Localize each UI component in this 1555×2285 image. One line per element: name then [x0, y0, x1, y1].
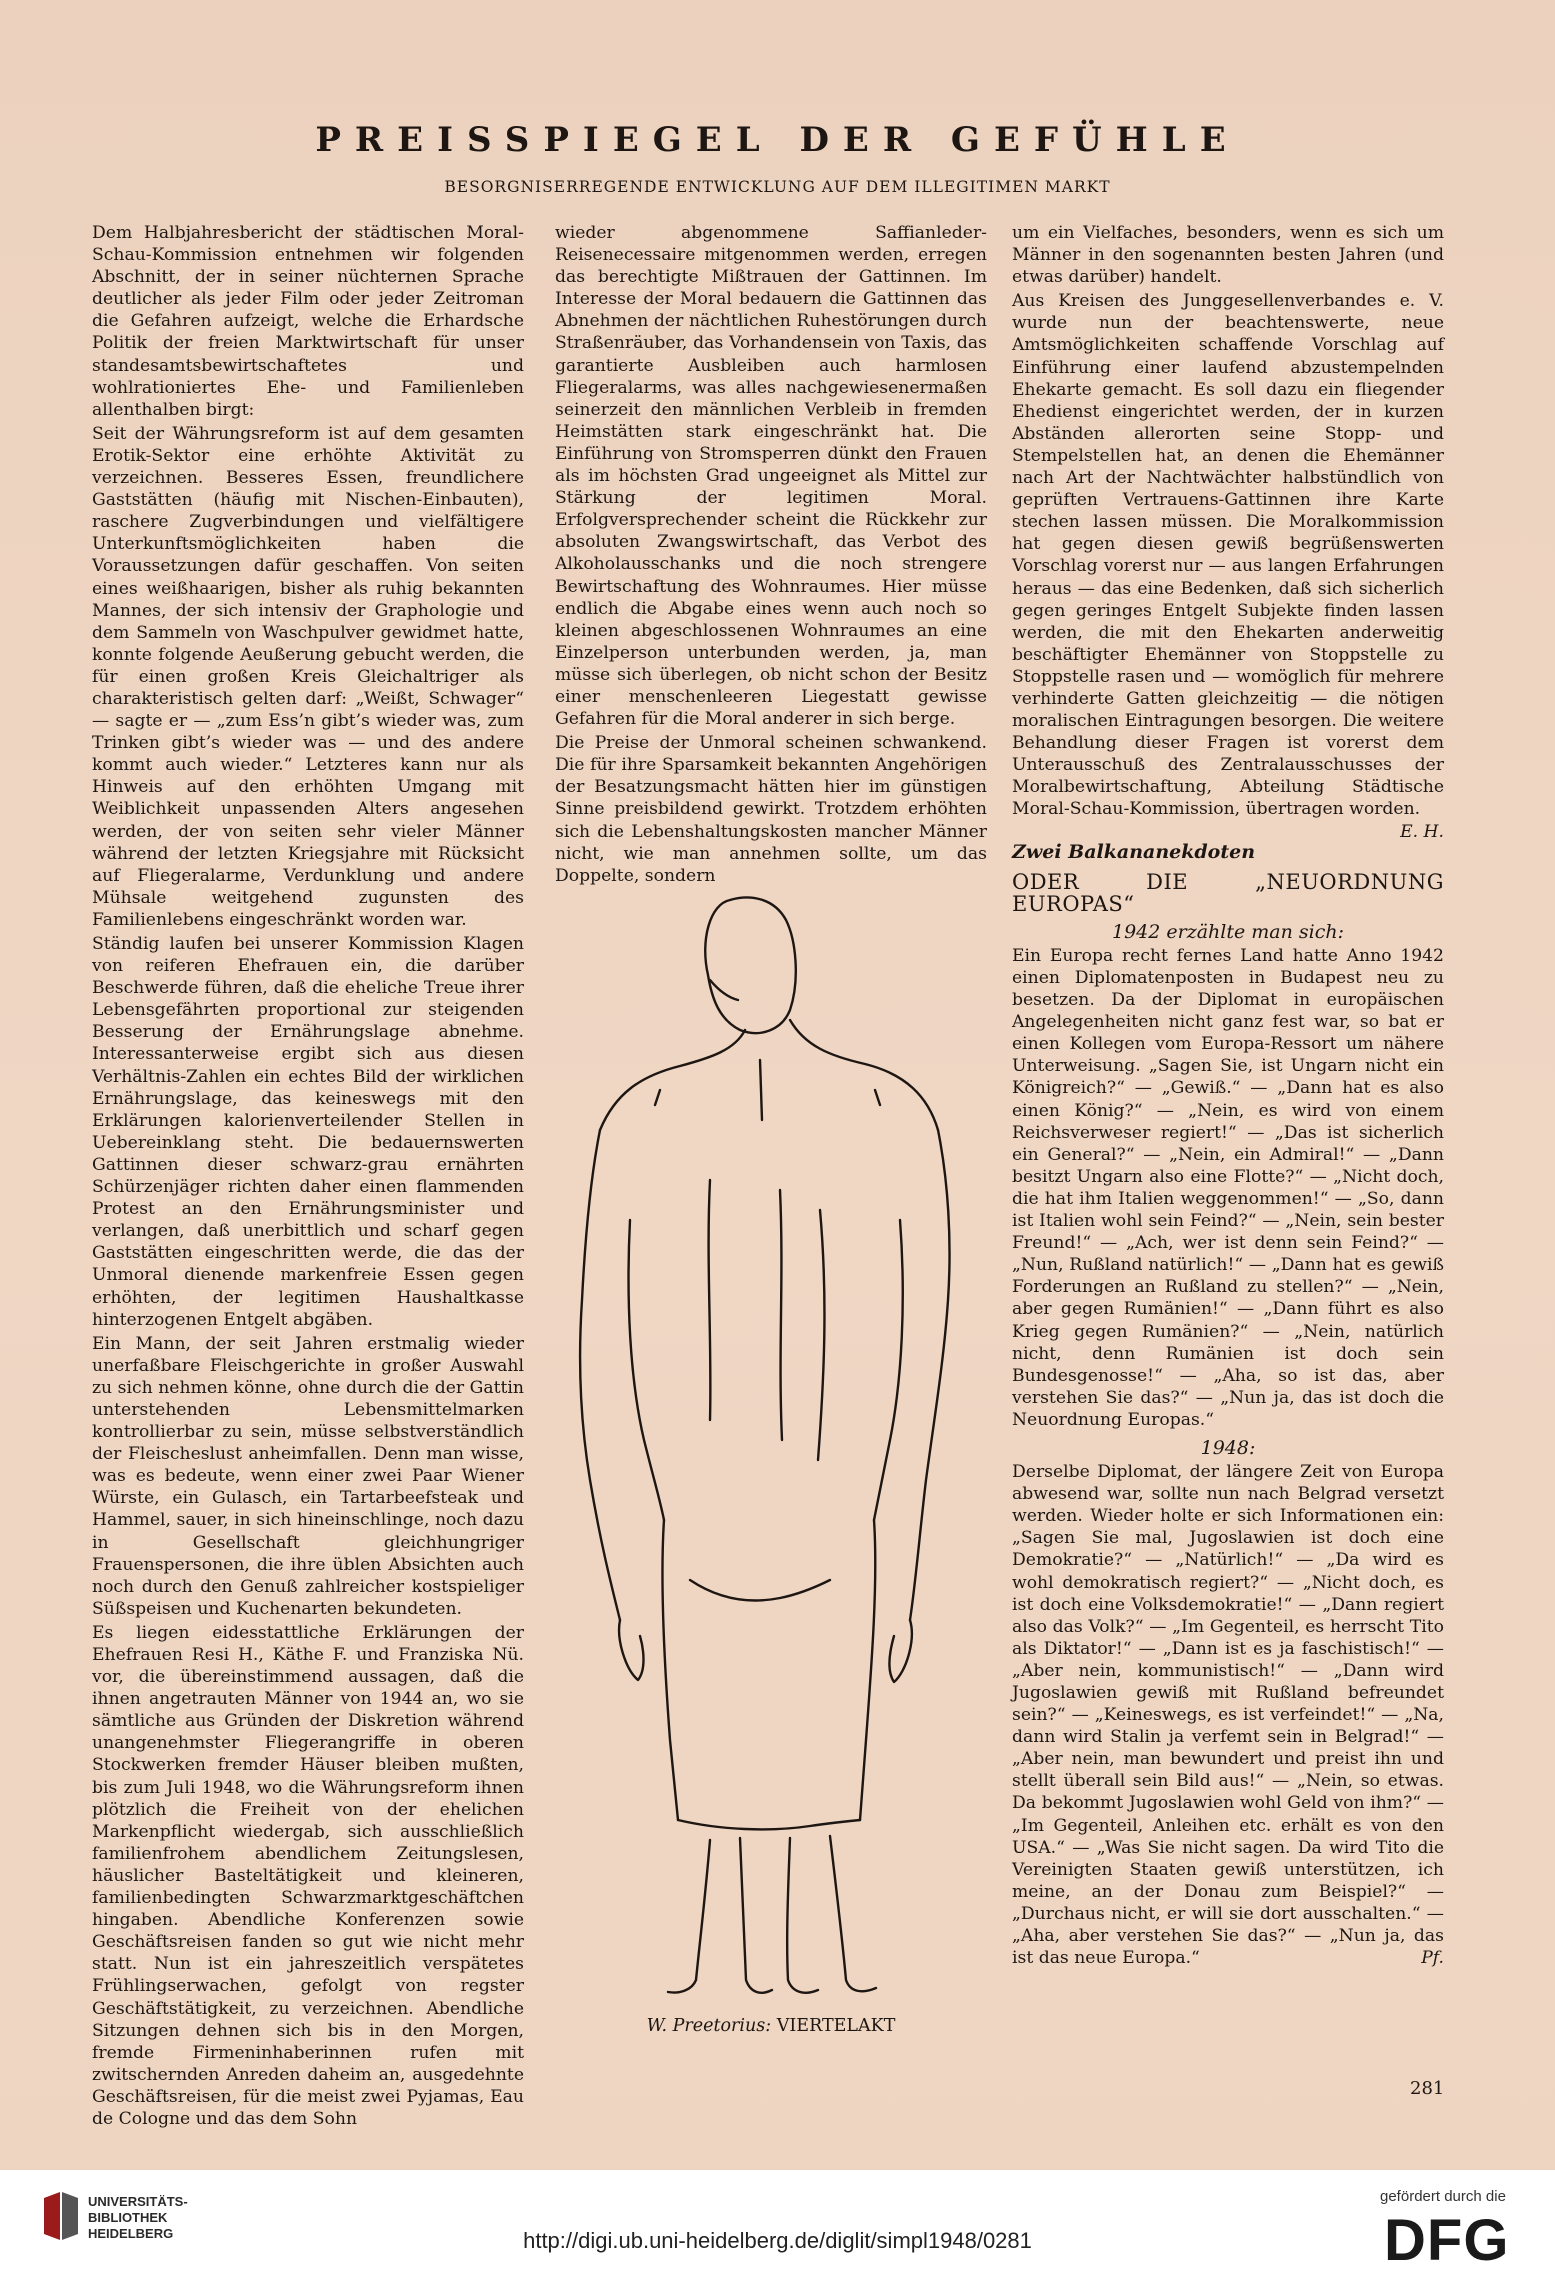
footer-bar	[0, 2170, 1555, 2285]
anecdote-1948-text: Derselbe Diplomat, der längere Zeit von Europa abwesend war, sollte nun nach Belgrad versetzt werden. Wieder holte er sich Informationen ein: „Sagen Sie mal, Jugoslawien ist doch eine Demokratie?“ — „Natürlich!“ — „Da wird es wohl demokratisch regiert?“ — „Nicht doch, es ist doch eine Volksdemokratie!“ — „Dann regiert also das Volk?“ — „Im Gegenteil, es herrscht Tito als Diktator!“ — „Dann ist es ja faschistisch!“ — „Aber nein, kommunistisch!“ — „Dann wird Jugoslawien gewiß mit Rußland befreundet sein?“ — „Keineswegs, es ist verfeindet!“ — „Na, dann wird Stalin ja verfemt sein in Belgrad!“ — „Aber nein, man bewundert und preist ihn und stellt überall sein Bild aus!“ — „Nein, so etwas. Da bekommt Jugoslawien wohl Geld von ihm?“ — „Im Gegenteil, Anleihen etc. erhält es von den USA.“ — „Was Sie nicht sagen. Da wird Tito die Vereinigten Staaten gewiß unterstützen, ich meine, an der Donau zum Beispiel?“ — „Durchaus nicht, er will sie dort ausschalten.“ — „Aha, aber verstehen Sie das?“ — „Nun ja, das ist das neue Europa.“	[1012, 1462, 1444, 1969]
paragraph: Seit der Währungsreform ist auf dem gesamten Erotik-Sektor eine erhöhte Aktivität zu verzeichnen. Besseres Essen, freundlichere Gaststätten (häufig mit Nischen-Einbauten), raschere Zugverbindungen und vielfältigere Unterkunftsmöglichkeiten haben die Voraussetzungen dafür geschaffen. Von seiten eines weißhaarigen, bisher als ruhig bekannten Mannes, der sich intensiv der Graphologie und dem Sammeln von Waschpulver gewidmet hatte, konnte folgende Aeußerung gebucht werden, die für einen großen Kreis Gleichaltriger als charakteristisch gelten darf: „Weißt, Schwager“ — sagte er — „zum Ess’n gibt’s wieder was, zum Trinken gibt’s wieder was — und des andere kommt auch wieder.“ Letzteres kann nur als Hinweis auf den erhöhten Umgang mit Weiblichkeit unpassenden Alters angesehen werden, der von seiten sehr vieler Männer während der letzten Kriegsjahre mit Rücksicht auf Fliegeralarme, Verdunklung und andere Mühsale weitgehend zugunsten des Familienlebens eingeschränkt worden war.	[92, 423, 524, 930]
section-title: Zwei Balkananekdoten	[1012, 840, 1256, 863]
paragraph: Ein Mann, der seit Jahren erstmalig wieder unerfaßbare Fleischgerichte in großer Auswahl zu sich nehmen könne, ohne durch die der Gattin unterstehenden Lebensmittelmarken kontrollierbar zu sein, müsse selbstverständlich der Fleischeslust anheimfallen. Denn man wisse, was es bedeute, wenn einer zwei Paar Wiener Würste, ein Gulasch, ein Tartarbeefsteak und Hammel, sauer, in sich hineinschlinge, noch dazu in Gesellschaft gleichhungriger Frauenspersonen, die ihre üblen Absichten auch noch durch den Genuß zahlreicher kostspieliger Süßspeisen und Kuchenarten bekundeten.	[92, 1333, 524, 1619]
section-subtitle: ODER DIE „NEUORDNUNG EUROPAS“	[1012, 869, 1444, 916]
anecdote-signature: Pf.	[1421, 1948, 1444, 1969]
column-1	[92, 222, 524, 2130]
year-heading-1948: 1948:	[1200, 1436, 1256, 1459]
paragraph: Es liegen eidesstattliche Erklärungen der Ehefrauen Resi H., Käthe F. und Franziska Nü. vor, die übereinstimmend aussagen, daß die ihnen angetrauten Männer von 1944 an, wo sie sämtliche aus Gründen der Diskretion während unangenehmster Fliegerangriffe in oberen Stockwerken fremder Häuser bleiben mußten, bis zum Juli 1948, wo die Währungsreform ihnen plötzlich die Freiheit von der ehelichen Markenpflicht wiedergab, sich ausschließlich familienfrohem abendlichem Zeitungslesen, häuslicher Basteltätigkeit und kleineren, familienbedingten Schwarzmarktgeschäftchen hingaben. Abendliche Konferenzen sowie Geschäftsreisen fanden so gut wie nicht mehr statt. Nun ist ein jahreszeitlich verspätetes Frühlingserwachen, gefolgt von regster Geschäftstätigkeit, zu verzeichnen. Abendliche Sitzungen dehnen sich bis in den Morgen, fremde Firmeninhaberinnen rufen mit zwitschernden Anreden daheim an, ausgedehnte Geschäftsreisen, für die meist zwei Pyjamas, Eau de Cologne und das dem Sohn	[92, 1622, 524, 2129]
article-subtitle: BESORGNISERREGENDE ENTWICKLUNG AUF DEM ILLEGITIMEN MARKT	[444, 178, 1111, 196]
column-2	[555, 222, 987, 887]
page-number: 281	[1410, 2078, 1445, 2099]
paragraph-text: Aus Kreisen des Junggesellenverbandes e. V. wurde nun der beachtenswerte, neue Amtsmöglichkeiten schaffende Vorschlag auf Einführung einer laufend abzustempelnden Ehekarte gemacht. Es soll dazu ein fliegender Ehedienst eingerichtet werden, der in kurzen Abständen allerorten seine Stopp- und Stempelstellen hat, an denen die Ehemänner nach Art der Nachtwächter halbstündlich von geprüften Vertrauens-Gattinnen ihre Karte stechen lassen müssen. Die Moralkommission hat gegen diesen gewiß begrüßenswerten Vorschlag vorerst nur — aus langen Erfahrungen heraus — das eine Bedenken, daß sich sicherlich gegen geringes Entgelt Subjekte finden lassen werden, die mit den Ehekarten anderweitig beschäftigter Ehemänner von Stoppstelle zu Stoppstelle rasen und — womöglich für mehrere verhinderte Gatten gleichzeitig — die nötigen moralischen Eintragungen besorgen. Die weitere Behandlung dieser Fragen ist vorerst dem Unterausschuß des Zentralausschusses der Moralbewirtschaftung, Abteilung Städtische Moral-Schau-Kommission, übertragen worden.	[1012, 291, 1444, 820]
funded-by-label: gefördert durch die	[1380, 2188, 1506, 2205]
paragraph: Dem Halbjahresbericht der städtischen Moral-Schau-Kommission entnehmen wir folgenden Abschnitt, der in seiner nüchternen Sprache deutlicher als jeder Film oder jeder Zeitroman die Gefahren aufzeigt, welche die Erhardsche Politik der freien Marktwirtschaft für unser standesamtsbewirtschaftetes und wohlrationiertes Ehe- und Familienleben allenthalben birgt:	[92, 223, 524, 420]
anecdote-1942: Ein Europa recht fernes Land hatte Anno 1942 einen Diplomatenposten in Budapest neu zu besetzen. Da der Diplomat in europäischen Angelegenheiten nicht ganz fest war, so bat er einen Kollegen vom Europa-Ressort um nähere Unterweisung. „Sagen Sie, ist Ungarn nicht ein Königreich?“ — „Gewiß.“ — „Dann hat es also einen König?“ — „Nein, es wird von einem Reichsverweser regiert!“ — „Das ist sicherlich ein General?“ — „Nein, ein Admiral!“ — „Dann besitzt Ungarn also eine Flotte?“ — „Nicht doch, die hat ihm Italien weggenommen!“ — „So, dann ist Italien wohl sein Feind?“ — „Nein, sein bester Freund!“ — „Ach, wer ist denn sein Feind?“ — „Nun, Rußland natürlich!“ — „Dann hat es gewiß Forderungen an Rußland zu stellen?“ — „Nein, aber gegen Rumänien!“ — „Dann führt es also Krieg gegen Rumänien?“ — „Nein, natürlich nicht, denn Rumänien ist doch sein Bundesgenosse!“ — „Aha, so ist das, aber verstehen Sie das?“ — „Nun ja, das ist doch die Neuordnung Europas.“	[1012, 945, 1444, 1430]
institution-line: BIBLIOTHEK	[88, 2210, 168, 2225]
institution-line: HEIDELBERG	[88, 2226, 174, 2241]
caption-title: VIERTELAKT	[776, 2016, 896, 2036]
column-3	[1012, 222, 1444, 1969]
anecdote-1948	[1012, 1461, 1444, 1969]
paragraph: wieder abgenommene Saffianleder-Reisenecessaire mitgenommen werden, erregen das berechtigte Mißtrauen der Gattinnen. Im Interesse der Moral bedauern die Gattinnen das Abnehmen der nächtlichen Ruhestörungen durch Straßenräuber, das Vorhandensein von Taxis, das garantierte Ausbleiben auch harmlosen Fliegeralarms, was alles nachgewiesenermaßen seinerzeit den männlichen Verbleib in fremden Heimstätten stark eingeschränkt hat. Die Einführung von Stromsperren dünkt den Frauen als im höchsten Grad ungeeignet als Mittel zur Stärkung der legitimen Moral. Erfolgversprechender scheint die Rückkehr zur absoluten Zwangswirtschaft, das Verbot des Alkoholausschanks und die noch strengere Bewirtschaftung des Wohnraumes. Hier müsse endlich die Abgabe eines wenn auch noch so kleinen abgeschlossenen Wohnraumes an eine Einzelperson unterbunden werden, ja, man müsse sich überlegen, ob nicht schon der Besitz einer menschenleeren Liegestatt gewisse Gefahren für die Moral anderer in sich berge.	[555, 223, 987, 730]
caption-artist: W. Preetorius:	[646, 2016, 772, 2036]
institution-line: UNIVERSITÄTS-	[88, 2194, 188, 2209]
source-url-link[interactable]: http://digi.ub.uni-heidelberg.de/diglit/simpl1948/0281	[523, 2228, 1032, 2253]
paragraph: Die Preise der Unmoral scheinen schwankend. Die für ihre Sparsamkeit bekannten Angehörigen der Besatzungsmacht hätten hier im günstigen Sinne preisbildend gewirkt. Trotzdem erhöhten sich die Lebenshaltungskosten mancher Männer nicht, wie man annehmen sollte, um das Doppelte, sondern	[555, 733, 987, 886]
illustration-viertelakt	[560, 880, 980, 2010]
illustration-caption	[555, 2016, 987, 2036]
article-title: PREISSPIEGEL DER GEFÜHLE	[315, 120, 1240, 160]
paragraph: um ein Vielfaches, besonders, wenn es sich um Männer in den sogenannten besten Jahren (und etwas darüber) handelt.	[1012, 223, 1444, 288]
author-signature: E. H.	[1400, 821, 1444, 842]
year-heading-1942: 1942 erzählte man sich:	[1111, 920, 1345, 943]
paragraph: Ständig laufen bei unserer Kommission Klagen von reiferen Ehefrauen ein, die darüber Beschwerde führen, daß die eheliche Treue ihrer Lebensgefährten proportional zur steigenden Besserung der Ernährungslage abnehme. Interessanterweise ergibt sich aus diesen Verhältnis-Zahlen ein echtes Bild der wirklichen Ernährungslage, das keineswegs mit den Erklärungen kalorienverteilender Stellen in Uebereinklang steht. Die bedauernswerten Gattinnen dieser schwarz-grau ernährten Schürzenjäger richten daher einen flammenden Protest an den Ernährungsminister und verlangen, daß unerbittlich und scharf gegen Gaststätten eingeschritten werde, die das der Unmoral dienende markenfreie Essen gegen erhöhten, der legitimen Haushaltkasse hinterzogenen Entgelt abgäben.	[92, 934, 524, 1330]
paragraph	[1012, 290, 1444, 842]
dfg-logo: DFG	[1384, 2208, 1510, 2273]
